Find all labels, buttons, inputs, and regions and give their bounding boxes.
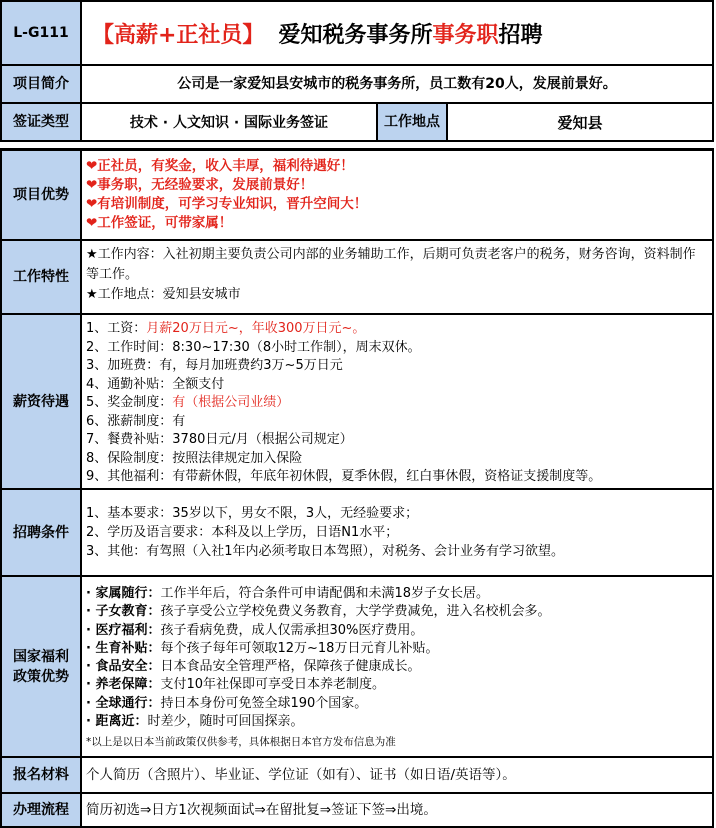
process-label: 办理流程 — [2, 794, 82, 826]
salary-item — [86, 394, 708, 413]
requirements-row — [0, 490, 714, 577]
requirements-label: 招聘条件 — [2, 490, 82, 575]
advantages-label: 项目优势 — [2, 151, 82, 239]
welfare-list — [82, 577, 712, 756]
welfare-item-text: 持日本身份可免签全球190个国家。 — [160, 695, 368, 711]
salary-item — [86, 376, 708, 395]
salary-item-value: 月薪20万日元~，年收300万日元~。 — [146, 321, 366, 336]
welfare-item-text: 时差少，随时可回国探亲。 — [147, 714, 304, 730]
welfare-item — [86, 658, 708, 676]
advantage-item: ❤工作签证，可带家属！ — [86, 215, 233, 231]
process-row — [0, 794, 714, 828]
welfare-item-title: · 全球通行： — [86, 695, 161, 711]
requirement-item: 1、基本要求：35岁以下，男女不限，3人，无经验要求； — [86, 506, 419, 521]
requirements-list — [82, 490, 712, 575]
salary-item — [86, 339, 708, 358]
features-text — [82, 241, 712, 313]
advantages-row — [0, 151, 714, 241]
salary-item-value: 按照法律规定加入保险 — [172, 450, 303, 466]
materials-label: 报名材料 — [2, 758, 82, 792]
welfare-item-text: 日本食品安全管理严格，保障孩子健康成长。 — [160, 659, 421, 675]
welfare-item-title: · 距离近： — [86, 714, 148, 730]
welfare-item-text: 工作半年后，符合条件可申请配偶和未满18岁子女长居。 — [160, 586, 490, 601]
feature-line: ★工作地点：爱知县安城市 — [86, 287, 241, 302]
salary-item — [86, 468, 708, 487]
salary-item — [86, 357, 708, 376]
salary-item-name: 4、通勤补贴： — [86, 376, 173, 392]
salary-item-value: 有带薪休假，年底年初休假，夏季休假，红白事休假，资格证支援制度等。 — [172, 469, 602, 484]
feature-line: ★工作内容：入社初期主要负责公司内部的业务辅助工作，后期可负责老客户的税务，财务咨询，资料制作等工作。 — [86, 247, 696, 282]
intro-row — [0, 66, 714, 104]
advantages-list — [82, 151, 712, 239]
salary-item-value: 8:30~17:30（8小时工作制），周末双休。 — [172, 339, 421, 355]
welfare-item — [86, 622, 708, 640]
requirement-item: 2、学历及语言要求：本科及以上学历，日语N1水平； — [86, 525, 399, 540]
salary-item-name: 8、保险制度： — [86, 450, 173, 466]
welfare-item-text: 孩子看病免费，成人仅需承担30%医疗费用。 — [160, 622, 424, 638]
salary-row — [0, 315, 714, 490]
intro-label: 项目简介 — [2, 66, 82, 102]
salary-item-name: 3、加班费： — [86, 358, 160, 373]
welfare-item-title: · 食品安全： — [86, 659, 161, 675]
welfare-item — [86, 603, 708, 621]
salary-item-value: 有（根据公司业绩） — [172, 395, 290, 410]
welfare-item-text: 孩子享受公立学校免费义务教育，大学学费减免，进入名校机会多。 — [160, 604, 551, 620]
welfare-item-title: · 养老保障： — [86, 677, 161, 693]
advantage-item: ❤正社员，有奖金，收入丰厚，福利待遇好！ — [86, 158, 354, 174]
welfare-item-text: 每个孩子每年可领取12万~18万日元育儿补贴。 — [160, 640, 439, 656]
salary-item-name: 9、其他福利： — [86, 469, 173, 484]
salary-item — [86, 320, 708, 339]
welfare-item — [86, 585, 708, 603]
intro-text: 公司是一家爱知县安城市的税务事务所，员工数有20人，发展前景好。 — [177, 75, 617, 92]
title-suffix: 招聘 — [498, 22, 543, 48]
salary-item — [86, 431, 708, 450]
process-text: 简历初选⇒日方1次视频面试⇒在留批复⇒签证下签⇒出境。 — [86, 801, 437, 818]
welfare-item-title: · 子女教育： — [86, 604, 161, 620]
salary-item-value: 有 — [172, 413, 186, 429]
salary-item-name: 2、工作时间： — [86, 339, 173, 355]
advantage-item: ❤事务职，无经验要求，发展前景好！ — [86, 177, 314, 193]
welfare-item — [86, 695, 708, 713]
salary-label: 薪资待遇 — [2, 315, 82, 488]
salary-item — [86, 450, 708, 469]
header-row — [0, 0, 714, 66]
welfare-label: 国家福利政策优势 — [2, 577, 82, 756]
welfare-item-title: · 医疗福利： — [86, 622, 161, 638]
location-label: 工作地点 — [378, 104, 448, 140]
salary-item-name: 7、餐费补贴： — [86, 432, 173, 447]
page-title — [82, 2, 712, 64]
salary-item-value: 全额支付 — [172, 376, 225, 392]
salary-item-value: 有，每月加班费约3万~5万日元 — [159, 358, 343, 373]
materials-text: 个人简历（含照片）、毕业证、学位证（如有）、证书（如日语/英语等）。 — [86, 766, 516, 783]
features-row — [0, 241, 714, 315]
salary-list — [82, 315, 712, 488]
welfare-item — [86, 713, 708, 731]
location-value: 爱知县 — [557, 113, 603, 132]
job-code: L-G111 — [2, 2, 82, 64]
welfare-note: *以上是以日本当前政策仅供参考，具体根据日本官方发布信息为准 — [86, 736, 396, 749]
welfare-item — [86, 640, 708, 658]
materials-row — [0, 758, 714, 794]
salary-item-name: 6、涨薪制度： — [86, 413, 173, 429]
requirement-item: 3、其他：有驾照（入社1年内必须考取日本驾照），对税务、会计业务有学习欲望。 — [86, 544, 565, 559]
features-label: 工作特性 — [2, 241, 82, 313]
visa-row — [0, 104, 714, 142]
title-company: 爱知税务事务所 — [278, 22, 433, 48]
welfare-item-text: 支付10年社保即可享受日本养老制度。 — [160, 677, 386, 693]
title-tag: 【高薪+正社员】 — [92, 22, 265, 48]
visa-value: 技术 · 人文知识 · 国际业务签证 — [82, 104, 378, 140]
welfare-item-title: · 家属随行： — [86, 586, 161, 601]
welfare-item — [86, 676, 708, 694]
salary-item — [86, 413, 708, 432]
title-position: 事务职 — [432, 22, 499, 48]
salary-item-name: 5、奖金制度： — [86, 395, 173, 410]
salary-item-name: 1、工资： — [86, 321, 147, 336]
advantage-item: ❤有培训制度，可学习专业知识，晋升空间大！ — [86, 196, 368, 212]
salary-item-value: 3780日元/月（根据公司规定） — [172, 432, 353, 447]
welfare-item-title: · 生育补贴： — [86, 640, 161, 656]
visa-label: 签证类型 — [2, 104, 82, 140]
welfare-row — [0, 577, 714, 758]
